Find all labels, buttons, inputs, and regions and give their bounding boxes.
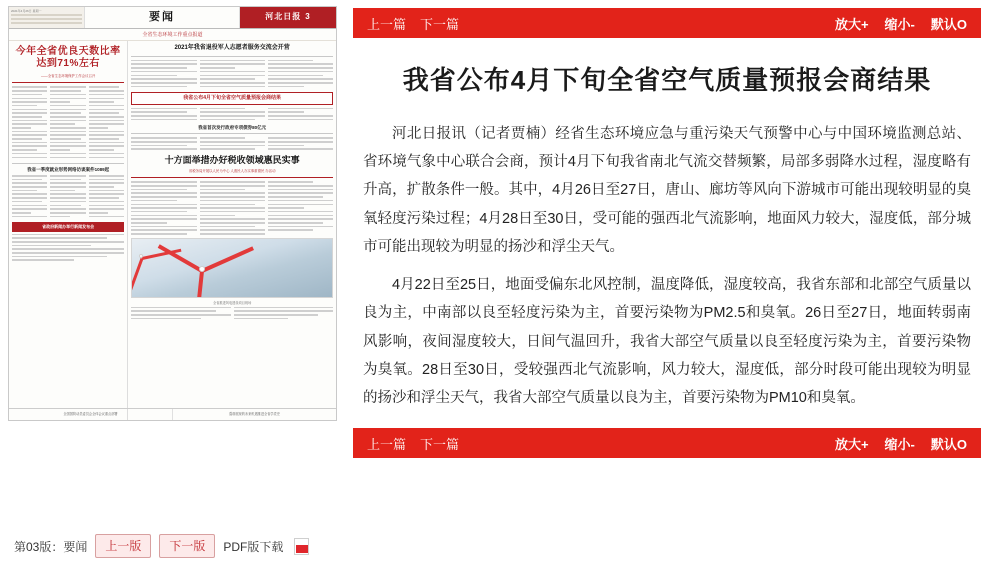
article-body-placeholder — [12, 234, 124, 261]
article-nav-links-top — [367, 14, 459, 33]
footer-cell: 蓬勃展现的未来机遇推进全省学党史 — [229, 412, 280, 416]
next-page-button[interactable]: 下一版 — [159, 534, 215, 558]
masthead-section-title: 要闻 — [85, 7, 240, 28]
masthead-page-number: 3 — [305, 12, 311, 22]
highlighted-article-box[interactable] — [131, 92, 333, 105]
footer-cell: 全国国防动员委员会全体会议重点部署 — [9, 409, 173, 420]
article-subhead-main: ——全省生态环境保护工作会议召开 — [41, 74, 96, 78]
divider — [131, 56, 333, 57]
article-headline-b3[interactable]: 十方面举措办好税收领域惠民实事 — [164, 155, 300, 166]
article-body — [363, 120, 971, 413]
zoom-reset-button-bottom[interactable]: 默认O — [930, 436, 967, 452]
article-headline-main[interactable]: 今年全省优良天数比率达到71%左右 — [15, 46, 121, 69]
article-headline-b1[interactable]: 2021年我省退役军人志愿者服务交流会开营 — [174, 45, 290, 51]
article-nav-links-bottom — [367, 434, 459, 453]
article-body-placeholder — [131, 307, 333, 322]
masthead-paper-name-text: 河北日报 — [265, 12, 302, 22]
newspaper-preview-panel — [0, 0, 345, 577]
article-body-placeholder — [131, 60, 333, 90]
prev-page-button[interactable]: 上一版 — [95, 534, 151, 558]
divider — [12, 82, 124, 83]
section-banner: 省政府新闻办举行新闻发布会 — [12, 222, 124, 231]
pdf-icon[interactable] — [294, 538, 309, 555]
article-headline-b2[interactable]: 我省首次发行政府专项债券80亿元 — [198, 124, 267, 130]
divider — [131, 177, 333, 178]
page-navigation-toolbar — [14, 534, 309, 558]
zoom-reset-button-top[interactable]: 默认O — [930, 16, 967, 32]
masthead-deco-line — [11, 14, 82, 16]
newspaper-masthead — [9, 7, 336, 29]
newspaper-footer-strip — [9, 408, 336, 420]
current-page-label: 第03版：要闻 — [14, 539, 88, 554]
masthead-deco-line — [11, 18, 82, 20]
article-body-placeholder — [131, 181, 333, 235]
article-subhead-b3: 省税务局开展以人民为中心 人惠民人办实事重德民 办活动 — [188, 168, 276, 173]
article-toolbar-bottom — [353, 428, 981, 458]
article-panel — [345, 0, 993, 577]
photo-caption: 全省推进风电建设项目现场 — [213, 301, 252, 306]
article-title: 我省公布4月下旬全省空气质量预报会商结果 — [402, 65, 932, 95]
newspaper-body — [9, 41, 336, 421]
article-body-placeholder — [12, 86, 124, 160]
masthead-deco-line — [11, 22, 82, 24]
masthead-date: 2021年4月26日 星期一 — [11, 9, 42, 13]
next-article-link-bottom[interactable]: 下一篇 — [420, 436, 460, 452]
zoom-in-button-top[interactable]: 放大+ — [834, 16, 869, 32]
next-article-link-top[interactable]: 下一篇 — [420, 16, 460, 32]
zoom-in-button-bottom[interactable]: 放大+ — [834, 436, 869, 452]
newspaper-column-right — [128, 41, 336, 421]
pdf-download-label[interactable]: PDF版下载 — [223, 539, 284, 554]
prev-article-link-top[interactable]: 上一篇 — [367, 16, 407, 32]
article-body-placeholder — [131, 137, 333, 152]
zoom-out-button-top[interactable]: 缩小- — [884, 16, 915, 32]
masthead-paper-name — [240, 7, 336, 28]
article-zoom-controls-bottom — [835, 434, 967, 453]
newspaper-topline: 全省生态环境工作重点报道 — [9, 29, 336, 41]
masthead-date-block — [9, 7, 85, 28]
article-headline-secondary[interactable]: 我省一季度就业形势网络访谈案件1089起 — [27, 167, 110, 173]
divider — [12, 163, 124, 164]
article-body-placeholder — [12, 175, 124, 219]
newspaper-page-image[interactable] — [8, 6, 337, 421]
article-body-placeholder — [131, 108, 333, 123]
divider — [131, 133, 333, 134]
article-toolbar-top — [353, 8, 981, 38]
zoom-out-button-bottom[interactable]: 缩小- — [884, 436, 915, 452]
article-paragraph: 河北日报讯（记者贾楠）经省生态环境应急与重污染天气预警中心与中国环境监测总站、省环境气象中心联合会商，预计4月下旬我省南北气流交替频繁，局部多弱降水过程，湿度略有升高，扩散条件一般。其中，4月26日至27日，唐山、廊坊等风向下游城市可能出现较明显的臭氧轻度污染过程；4月28日至30日，受可能的强西北气流影响，地面风力较大，湿度低，部分城市可能出现较为明显的扬沙和浮尘天气。 — [363, 125, 971, 255]
prev-article-link-bottom[interactable]: 上一篇 — [367, 436, 407, 452]
newspaper-photo-wind-turbine — [131, 238, 333, 298]
highlighted-article-headline[interactable]: 我省公布4月下旬全省空气质量预报会商结果 — [183, 95, 282, 102]
newspaper-column-left — [9, 41, 128, 421]
article-zoom-controls-top — [835, 14, 967, 33]
article-paragraph: 4月22日至25日，地面受偏东北风控制，温度降低，湿度较高，我省东部和北部空气质量以良为主，中南部以良至轻度污染为主，首要污染物为PM2.5和臭氧。26日至27日，地面转弱南风影响，夜间湿度较大，日间气温回升，我省大部空气质量以良至轻度污染为主，首要污染物为臭氧。28日至30日，受较强西北气流影响，风力较大，湿度低，部分时段可能出现较为明显的扬沙和浮尘天气，我省大部空气质量以良为主，首要污染物为PM10和臭氧。 — [363, 277, 971, 407]
